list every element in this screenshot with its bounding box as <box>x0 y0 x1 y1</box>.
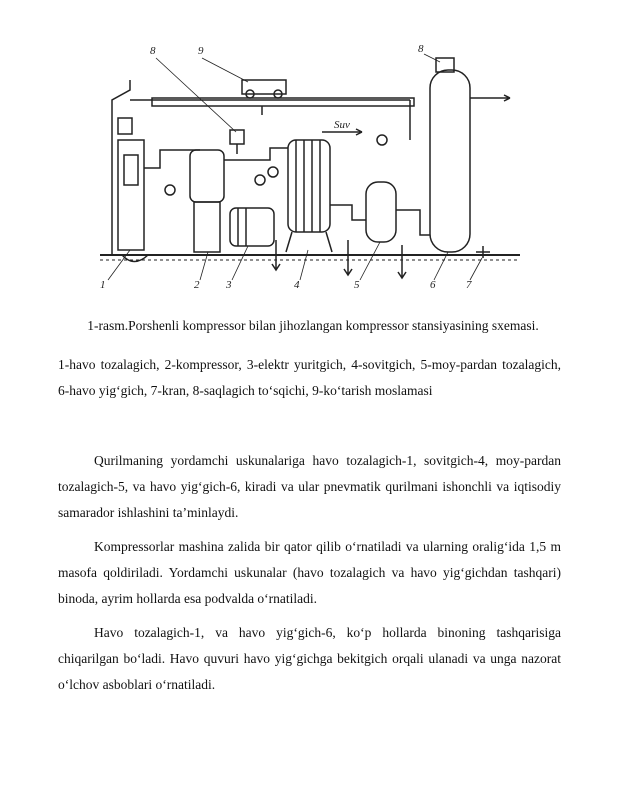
hoist-body <box>242 80 286 94</box>
label-6: 6 <box>430 279 436 291</box>
compressor-station-diagram <box>90 40 530 300</box>
label-7: 7 <box>466 279 472 291</box>
label-8-left: 8 <box>150 45 156 57</box>
thermometer-gauge <box>255 175 265 185</box>
paragraph: Havo tozalagich-1, va havo yig‘gich-6, ko‘p hollarda binoning tashqarisiga chiqarilgan bo‘ladi. Havo quvuri havo yig‘gichga bekitgich orqali ulanadi va unga nazorat o‘lchov asboblari o‘rnatiladi. <box>58 625 561 692</box>
cooler-legs <box>286 232 332 252</box>
receiver-gauge <box>377 135 387 145</box>
building-left-wall <box>112 80 130 255</box>
label-5: 5 <box>354 279 360 291</box>
cooler-outlet-pipe <box>330 205 366 220</box>
crane-beam <box>152 98 414 106</box>
drain-valve <box>476 246 490 258</box>
electric-motor <box>230 208 274 246</box>
cooler-body <box>288 140 330 232</box>
air-filter-grille <box>124 155 138 185</box>
separator-outlet-pipe <box>396 210 430 235</box>
compressor-outlet-pipe <box>224 148 288 160</box>
figure-legend: 1-havo tozalagich, 2-kompressor, 3-elektr yuritgich, 4-sovitgich, 5-moy-pardan tozalagich, 6-havo yig‘gich, 7-kran, 8-saqlagich to‘sqichi, 9-ko‘tarish moslamasi <box>58 357 561 398</box>
air-intake-vent <box>118 118 132 134</box>
figure-caption: 1-rasm.Porshenli kompressor bilan jihozlangan kompressor stansiyasining sxemasi. <box>87 318 539 333</box>
label-3: 3 <box>226 279 232 291</box>
safety-valve-box <box>230 130 244 144</box>
oil-separator <box>366 182 396 242</box>
compressor-body <box>190 150 224 202</box>
label-2: 2 <box>194 279 200 291</box>
air-receiver <box>430 70 470 252</box>
label-9: 9 <box>198 45 204 57</box>
diagram-svg <box>90 40 530 300</box>
paragraph: Kompressorlar mashina zalida bir qator qilib o‘rnatiladi va ularning oralig‘ida 1,5 m masofa qoldiriladi. Yordamchi uskunalar (havo tozalagich va havo yig‘gichdan tashqari) binoda, ayrim hollarda esa podvalda o‘rnatiladi. <box>58 539 561 606</box>
label-8-right: 8 <box>418 43 424 55</box>
pressure-gauge <box>165 185 175 195</box>
paragraph: Qurilmaning yordamchi uskunalariga havo tozalagich-1, sovitgich-4, moy-pardan tozalagich-5, va havo yig‘gich-6, kiradi va ular pnevmatik qurilmani ishonchli va iqtisodiy samarador ishlashini ta’minlaydi. <box>58 453 561 520</box>
label-4: 4 <box>294 279 300 291</box>
compressor-base <box>194 202 220 252</box>
label-1: 1 <box>100 279 106 291</box>
air-filter-cabinet <box>118 140 144 250</box>
label-water: Suv <box>334 119 350 131</box>
